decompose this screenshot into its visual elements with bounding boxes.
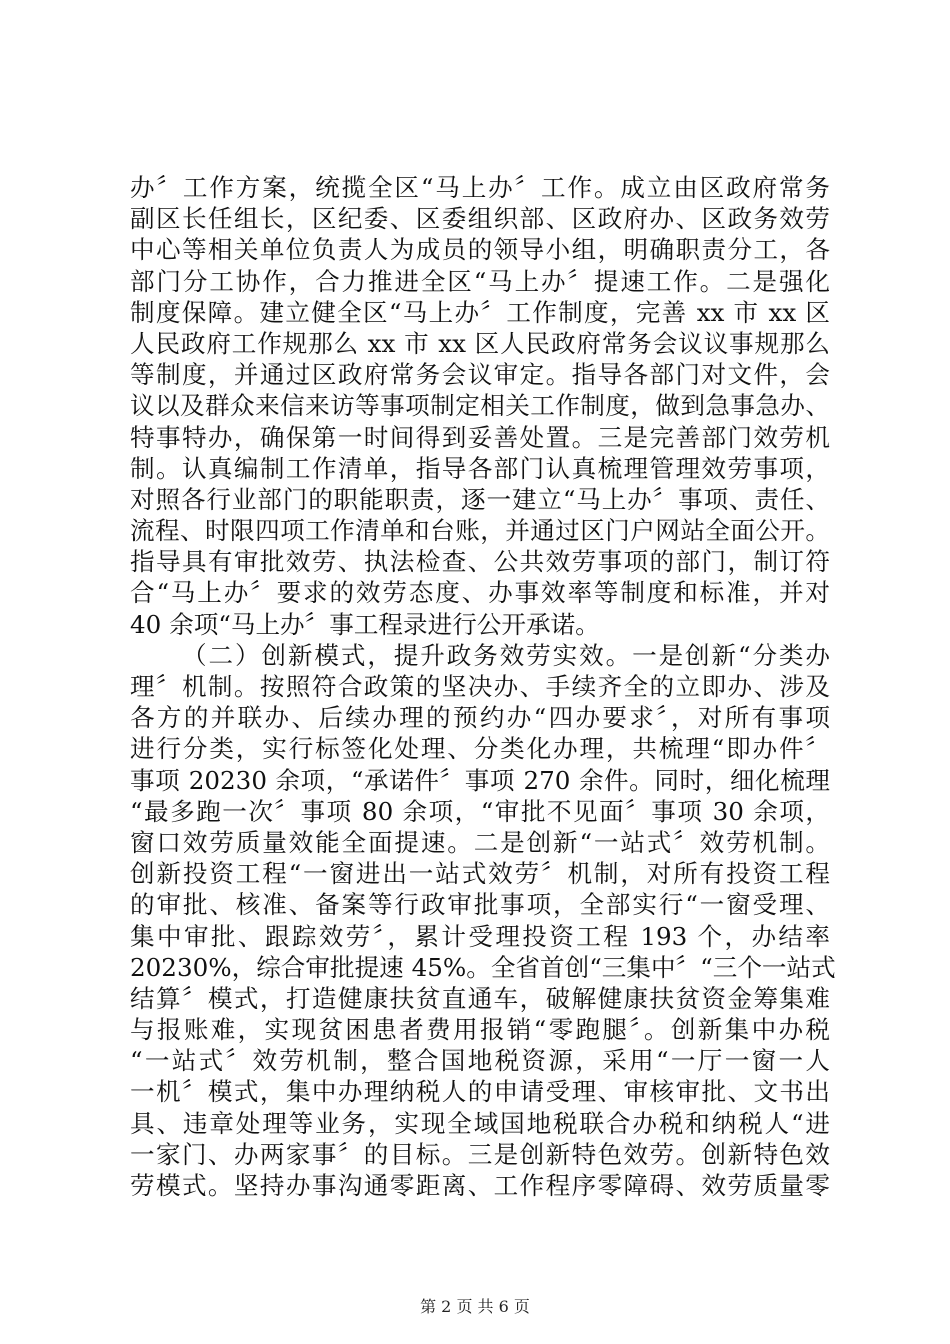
text-line: 窗口效劳质量效能全面提速。二是创新“一站式〞效劳机制。 <box>130 827 830 857</box>
text-line: 与报账难，实现贫困患者费用报销“零跑腿〞。创新集中办税 <box>130 1015 830 1045</box>
text-line: 流程、时限四项工作清单和台账，并通过区门户网站全面公开。 <box>130 516 830 546</box>
text-line: 一家门、办两家事〞的目标。三是创新特色效劳。创新特色效 <box>130 1139 830 1169</box>
text-line: 合“马上办〞要求的效劳态度、办事效率等制度和标准，并对 <box>130 578 830 608</box>
text-line: 制度保障。建立健全区“马上办〞工作制度，完善 xx 市 xx 区 <box>130 297 830 327</box>
text-line: 对照各行业部门的职能职责，逐一建立“马上办〞事项、责任、 <box>130 484 830 514</box>
text-line: 40 余项“马上办〞事工程录进行公开承诺。 <box>130 609 600 639</box>
text-line: 等制度，并通过区政府常务会议审定。指导各部门对文件，会 <box>130 360 830 390</box>
text-line: 各方的并联办、后续办理的预约办“四办要求〞，对所有事项 <box>130 703 830 733</box>
text-line: “一站式〞效劳机制，整合国地税资源，采用“一厅一窗一人 <box>130 1046 830 1076</box>
text-line: 的审批、核准、备案等行政审批事项，全部实行“一窗受理、 <box>130 890 830 920</box>
text-line: 副区长任组长，区纪委、区委组织部、区政府办、区政务效劳 <box>130 204 830 234</box>
section-heading-line: （二）创新模式，提升政务效劳实效。一是创新“分类办 <box>182 640 830 670</box>
text-line: 部门分工协作，合力推进全区“马上办〞提速工作。二是强化 <box>130 266 830 296</box>
text-line: 结算〞模式，打造健康扶贫直通车，破解健康扶贫资金筹集难 <box>130 983 830 1013</box>
text-line: 进行分类，实行标签化处理、分类化办理，共梳理“即办件〞 <box>130 734 830 764</box>
text-line: 指导具有审批效劳、执法检查、公共效劳事项的部门，制订符 <box>130 547 830 577</box>
text-line: 集中审批、跟踪效劳〞，累计受理投资工程 193 个，办结率 <box>130 921 830 951</box>
text-line: 事项 20230 余项，“承诺件〞事项 270 余件。同时，细化梳理 <box>130 765 830 795</box>
text-line: 中心等相关单位负责人为成员的领导小组，明确职责分工，各 <box>130 235 830 265</box>
document-body <box>130 172 836 1201</box>
text-line: 理〞机制。按照符合政策的坚决办、手续齐全的立即办、涉及 <box>130 672 830 701</box>
text-line: 创新投资工程“一窗进出一站式效劳〞机制，对所有投资工程 <box>130 859 830 889</box>
text-line: 议以及群众来信来访等事项制定相关工作制度，做到急事急办、 <box>130 391 830 421</box>
page-number-footer: 第 2 页 共 6 页 <box>420 1297 530 1316</box>
text-line: “最多跑一次〞事项 80 余项，“审批不见面〞事项 30 余项， <box>130 796 830 826</box>
text-line: 一机〞模式，集中办理纳税人的申请受理、审核审批、文书出 <box>130 1077 830 1107</box>
text-line: 20230%，综合审批提速 45%。全省首创“三集中〞“三个一站式 <box>130 952 836 982</box>
text-line: 办〞工作方案，统揽全区“马上办〞工作。成立由区政府常务 <box>130 173 830 202</box>
text-line: 制。认真编制工作清单，指导各部门认真梳理管理效劳事项， <box>130 453 830 483</box>
text-line: 劳模式。坚持办事沟通零距离、工作程序零障碍、效劳质量零 <box>130 1171 830 1200</box>
text-line: 具、违章处理等业务，实现全域国地税联合办税和纳税人“进 <box>130 1108 830 1138</box>
text-line: 人民政府工作规那么 xx 市 xx 区人民政府常务会议议事规那么 <box>130 328 830 358</box>
text-line: 特事特办，确保第一时间得到妥善处置。三是完善部门效劳机 <box>130 422 830 452</box>
